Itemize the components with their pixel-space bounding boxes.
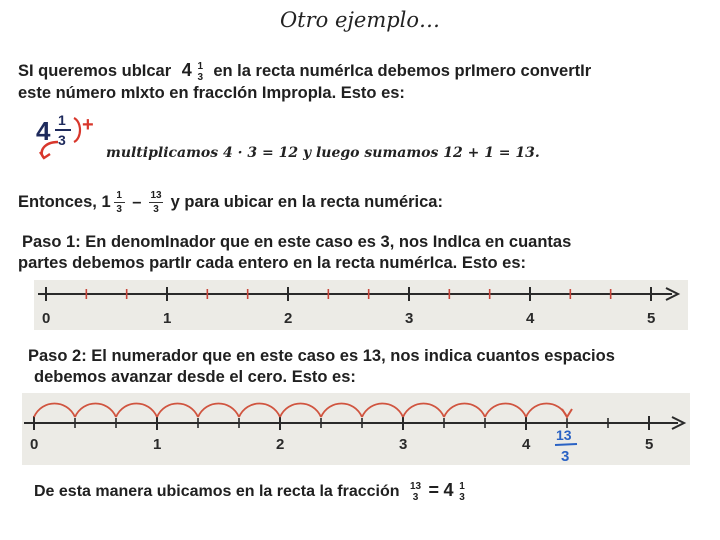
numberline2-target-bar — [555, 444, 577, 445]
intro-line2: este número mIxto en fraccIón ImpropIa. Esto es: — [18, 84, 405, 102]
numberline2-jump-arc — [198, 404, 239, 418]
numberline2-label: 2 — [276, 436, 285, 453]
conclusion-dash: – — [132, 192, 142, 211]
handwritten-plus: + — [82, 114, 94, 136]
intro-mixed-num: 1 — [197, 60, 204, 72]
final-mixed-den: 3 — [459, 491, 465, 503]
conclusion-mixed-den: 3 — [116, 204, 122, 215]
numberline2-jump-arc — [362, 404, 403, 418]
final-line — [34, 480, 471, 503]
numberline2-label: 1 — [153, 436, 162, 453]
final-mixed-whole: 4 — [443, 480, 454, 500]
numberline1-label: 1 — [163, 310, 172, 327]
numberline2-photo — [22, 393, 690, 465]
intro-mixed-whole: 4 — [181, 60, 192, 80]
numberline2-jump-arc — [239, 404, 280, 418]
final-equals: = — [428, 480, 440, 500]
handwritten-num: 1 — [58, 112, 66, 128]
numberline2-target-num: 13 — [556, 427, 572, 443]
conclusion-improper-den: 3 — [153, 204, 159, 215]
slide-title: Otro ejemplo… — [279, 8, 441, 32]
numberline1-photo — [34, 280, 688, 330]
intro-paragraph — [14, 56, 714, 108]
conclusion-prefix: Entonces, — [18, 192, 97, 211]
conclusion-improper-num: 13 — [150, 190, 162, 201]
step2-paragraph — [14, 344, 714, 390]
final-improper-fraction — [410, 481, 421, 503]
numberline2-label: 0 — [30, 436, 39, 453]
final-mixed-fraction — [457, 481, 468, 503]
handwritten-fraction-bar — [55, 129, 71, 131]
intro-line1-end: en la recta numérIca debemos prImero convertIr — [213, 62, 592, 80]
step2-line2: debemos avanzar desde el cero. Esto es: — [34, 368, 356, 386]
intro-mixed-den: 3 — [197, 71, 204, 83]
handwritten-den: 3 — [58, 132, 66, 148]
conclusion-mixed-fraction — [114, 190, 125, 215]
numberline1-label: 2 — [284, 310, 293, 327]
step1-paragraph — [14, 230, 714, 276]
conclusion-suffix: y para ubicar en la recta numérica: — [170, 192, 443, 211]
numberline2-jump-arc — [321, 404, 362, 418]
numberline1-svg — [34, 280, 688, 330]
numberline2-target-den: 3 — [561, 448, 570, 465]
numberline1-label: 5 — [647, 310, 656, 327]
math-explanation: multiplicamos 4 · 3 = 12 y luego sumamos 12 + 1 = 13. — [106, 145, 540, 161]
numberline1-label: 4 — [526, 310, 535, 327]
step1-line1: Paso 1: En denomInador que en este caso es 3, nos IndIca en cuantas — [22, 233, 572, 251]
numberline2-jump-arc — [157, 404, 198, 418]
handwritten-arrow-head — [40, 152, 50, 158]
numberline2-jump-arrowhead — [562, 409, 572, 417]
numberline2-label: 4 — [522, 436, 531, 453]
conclusion-mixed-num: 1 — [116, 190, 122, 201]
final-improper-den: 3 — [412, 491, 419, 503]
final-text: De esta manera ubicamos en la recta la fracción — [34, 483, 400, 500]
handwritten-whole: 4 — [36, 116, 51, 146]
numberline2-jump-arc — [444, 404, 485, 418]
step2-line1: Paso 2: El numerador que en este caso es 13, nos indica cuantos espacios — [28, 347, 615, 365]
intro-line1-start: SI queremos ubIcar — [18, 62, 172, 80]
final-mixed-num: 1 — [459, 480, 465, 492]
conclusion-mixed-whole: 1 — [101, 192, 111, 211]
numberline2-label: 3 — [399, 436, 408, 453]
numberline1-label: 3 — [405, 310, 414, 327]
numberline2-jump-arc — [280, 404, 321, 418]
intro-mixed-fraction — [195, 61, 206, 83]
numberline2-label: 5 — [645, 436, 654, 453]
step1-line2: partes debemos partIr cada entero en la recta numérIca. Esto es: — [18, 254, 527, 272]
numberline2-svg — [22, 393, 690, 465]
numberline2-jump-arc — [403, 404, 444, 418]
numberline2-jump-arc — [34, 404, 75, 418]
conclusion-line — [14, 182, 714, 218]
final-improper-num: 13 — [409, 480, 422, 492]
numberline1-label: 0 — [42, 310, 51, 327]
handwritten-bracket — [74, 118, 80, 142]
handwritten-mixed-number — [30, 112, 106, 164]
numberline2-jump-arc — [526, 404, 567, 418]
numberline2-jump-arc — [75, 404, 116, 418]
numberline2-jump-arc — [485, 404, 526, 418]
numberline2-jump-arc — [116, 404, 157, 418]
conclusion-improper-fraction — [149, 190, 163, 215]
